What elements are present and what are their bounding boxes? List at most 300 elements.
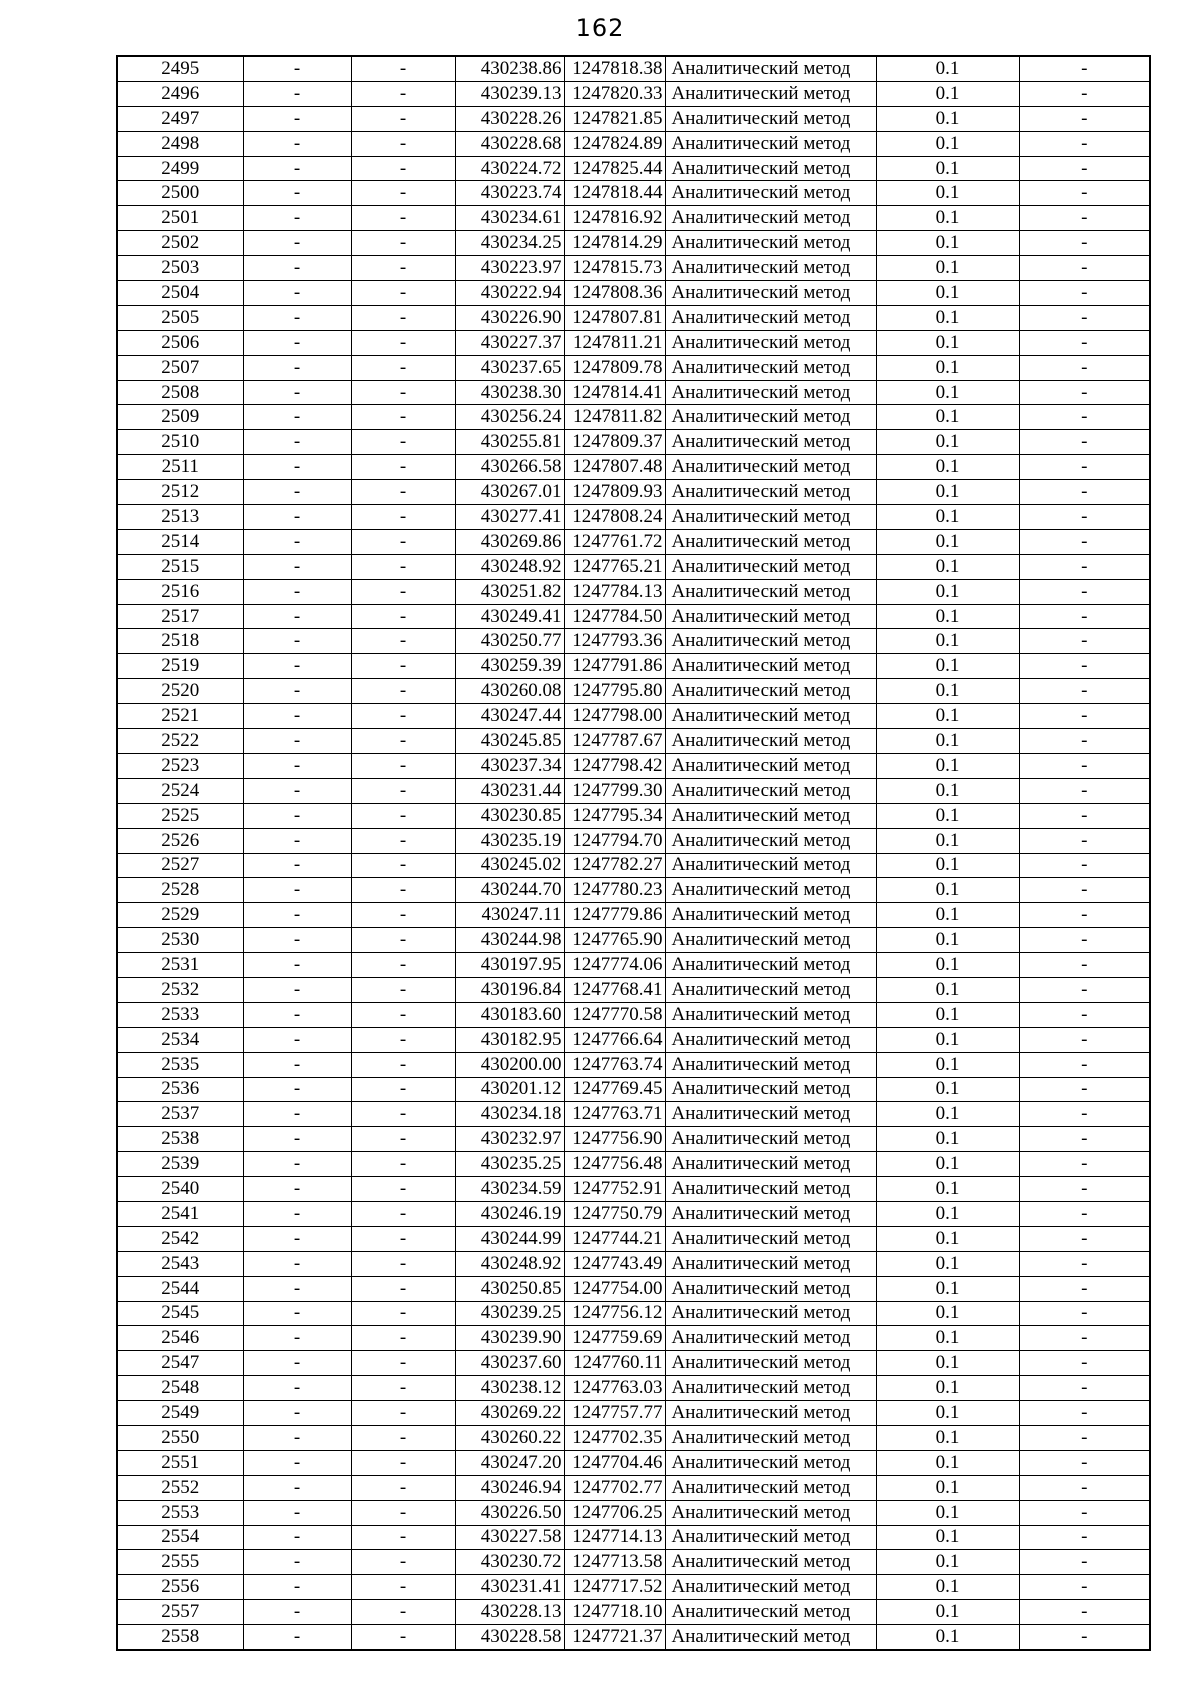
table-row	[117, 181, 1150, 206]
y-coordinate-cell: 1247756.48	[564, 1152, 665, 1177]
table-row	[117, 953, 1150, 978]
point-number-cell: 2503	[117, 256, 243, 281]
method-cell: Аналитический метод	[665, 704, 876, 729]
empty-column-2-cell: -	[351, 1575, 455, 1600]
note-cell: -	[1019, 430, 1150, 455]
x-coordinate-cell: 430230.72	[455, 1550, 564, 1575]
y-coordinate-cell: 1247814.41	[564, 380, 665, 405]
note-cell: -	[1019, 1226, 1150, 1251]
accuracy-cell: 0.1	[876, 1450, 1019, 1475]
empty-column-1-cell: -	[243, 1351, 351, 1376]
note-cell: -	[1019, 1475, 1150, 1500]
method-cell: Аналитический метод	[665, 355, 876, 380]
table-row	[117, 1575, 1150, 1600]
empty-column-2-cell: -	[351, 281, 455, 306]
point-number-cell: 2535	[117, 1052, 243, 1077]
empty-column-2-cell: -	[351, 56, 455, 81]
empty-column-1-cell: -	[243, 1625, 351, 1650]
empty-column-1-cell: -	[243, 330, 351, 355]
table-row	[117, 1002, 1150, 1027]
empty-column-2-cell: -	[351, 505, 455, 530]
x-coordinate-cell: 430267.01	[455, 480, 564, 505]
x-coordinate-cell: 430231.41	[455, 1575, 564, 1600]
note-cell: -	[1019, 480, 1150, 505]
x-coordinate-cell: 430248.92	[455, 1251, 564, 1276]
note-cell: -	[1019, 977, 1150, 1002]
point-number-cell: 2533	[117, 1002, 243, 1027]
note-cell: -	[1019, 679, 1150, 704]
note-cell: -	[1019, 1625, 1150, 1650]
point-number-cell: 2557	[117, 1600, 243, 1625]
x-coordinate-cell: 430224.72	[455, 156, 564, 181]
empty-column-2-cell: -	[351, 1301, 455, 1326]
empty-column-2-cell: -	[351, 853, 455, 878]
empty-column-1-cell: -	[243, 1575, 351, 1600]
accuracy-cell: 0.1	[876, 1301, 1019, 1326]
method-cell: Аналитический метод	[665, 156, 876, 181]
accuracy-cell: 0.1	[876, 1625, 1019, 1650]
accuracy-cell: 0.1	[876, 1600, 1019, 1625]
x-coordinate-cell: 430246.94	[455, 1475, 564, 1500]
empty-column-2-cell: -	[351, 679, 455, 704]
empty-column-1-cell: -	[243, 380, 351, 405]
x-coordinate-cell: 430256.24	[455, 405, 564, 430]
accuracy-cell: 0.1	[876, 729, 1019, 754]
table-row	[117, 1550, 1150, 1575]
accuracy-cell: 0.1	[876, 131, 1019, 156]
x-coordinate-cell: 430235.25	[455, 1152, 564, 1177]
table-row	[117, 1425, 1150, 1450]
empty-column-1-cell: -	[243, 753, 351, 778]
note-cell: -	[1019, 405, 1150, 430]
empty-column-1-cell: -	[243, 704, 351, 729]
x-coordinate-cell: 430260.08	[455, 679, 564, 704]
point-number-cell: 2510	[117, 430, 243, 455]
empty-column-2-cell: -	[351, 330, 455, 355]
method-cell: Аналитический метод	[665, 1127, 876, 1152]
x-coordinate-cell: 430223.74	[455, 181, 564, 206]
method-cell: Аналитический метод	[665, 1276, 876, 1301]
note-cell: -	[1019, 1027, 1150, 1052]
method-cell: Аналитический метод	[665, 1525, 876, 1550]
y-coordinate-cell: 1247791.86	[564, 654, 665, 679]
point-number-cell: 2550	[117, 1425, 243, 1450]
y-coordinate-cell: 1247756.90	[564, 1127, 665, 1152]
table-row	[117, 903, 1150, 928]
point-number-cell: 2517	[117, 604, 243, 629]
note-cell: -	[1019, 903, 1150, 928]
note-cell: -	[1019, 803, 1150, 828]
y-coordinate-cell: 1247809.37	[564, 430, 665, 455]
note-cell: -	[1019, 554, 1150, 579]
note-cell: -	[1019, 1052, 1150, 1077]
method-cell: Аналитический метод	[665, 505, 876, 530]
accuracy-cell: 0.1	[876, 1102, 1019, 1127]
x-coordinate-cell: 430239.25	[455, 1301, 564, 1326]
note-cell: -	[1019, 1077, 1150, 1102]
y-coordinate-cell: 1247782.27	[564, 853, 665, 878]
note-cell: -	[1019, 1201, 1150, 1226]
empty-column-2-cell: -	[351, 1401, 455, 1426]
empty-column-2-cell: -	[351, 256, 455, 281]
accuracy-cell: 0.1	[876, 181, 1019, 206]
empty-column-2-cell: -	[351, 928, 455, 953]
coordinates-table-body	[117, 56, 1150, 1650]
empty-column-1-cell: -	[243, 355, 351, 380]
accuracy-cell: 0.1	[876, 480, 1019, 505]
note-cell: -	[1019, 106, 1150, 131]
accuracy-cell: 0.1	[876, 1276, 1019, 1301]
empty-column-1-cell: -	[243, 81, 351, 106]
table-row	[117, 330, 1150, 355]
note-cell: -	[1019, 206, 1150, 231]
method-cell: Аналитический метод	[665, 629, 876, 654]
table-row	[117, 579, 1150, 604]
method-cell: Аналитический метод	[665, 1201, 876, 1226]
x-coordinate-cell: 430235.19	[455, 828, 564, 853]
accuracy-cell: 0.1	[876, 106, 1019, 131]
y-coordinate-cell: 1247784.50	[564, 604, 665, 629]
point-number-cell: 2496	[117, 81, 243, 106]
empty-column-1-cell: -	[243, 1077, 351, 1102]
point-number-cell: 2554	[117, 1525, 243, 1550]
table-row	[117, 1102, 1150, 1127]
empty-column-2-cell: -	[351, 828, 455, 853]
accuracy-cell: 0.1	[876, 1326, 1019, 1351]
empty-column-1-cell: -	[243, 505, 351, 530]
empty-column-1-cell: -	[243, 305, 351, 330]
method-cell: Аналитический метод	[665, 81, 876, 106]
x-coordinate-cell: 430237.65	[455, 355, 564, 380]
point-number-cell: 2547	[117, 1351, 243, 1376]
empty-column-1-cell: -	[243, 853, 351, 878]
x-coordinate-cell: 430246.19	[455, 1201, 564, 1226]
table-row	[117, 1027, 1150, 1052]
empty-column-2-cell: -	[351, 654, 455, 679]
note-cell: -	[1019, 1351, 1150, 1376]
x-coordinate-cell: 430255.81	[455, 430, 564, 455]
y-coordinate-cell: 1247706.25	[564, 1500, 665, 1525]
table-row	[117, 106, 1150, 131]
y-coordinate-cell: 1247768.41	[564, 977, 665, 1002]
y-coordinate-cell: 1247794.70	[564, 828, 665, 853]
empty-column-2-cell: -	[351, 131, 455, 156]
note-cell: -	[1019, 231, 1150, 256]
method-cell: Аналитический метод	[665, 1376, 876, 1401]
y-coordinate-cell: 1247825.44	[564, 156, 665, 181]
method-cell: Аналитический метод	[665, 1500, 876, 1525]
x-coordinate-cell: 430247.44	[455, 704, 564, 729]
empty-column-2-cell: -	[351, 1052, 455, 1077]
point-number-cell: 2511	[117, 455, 243, 480]
table-row	[117, 305, 1150, 330]
accuracy-cell: 0.1	[876, 1226, 1019, 1251]
y-coordinate-cell: 1247808.24	[564, 505, 665, 530]
empty-column-1-cell: -	[243, 206, 351, 231]
x-coordinate-cell: 430230.85	[455, 803, 564, 828]
x-coordinate-cell: 430244.98	[455, 928, 564, 953]
accuracy-cell: 0.1	[876, 704, 1019, 729]
note-cell: -	[1019, 256, 1150, 281]
x-coordinate-cell: 430244.99	[455, 1226, 564, 1251]
table-row	[117, 56, 1150, 81]
table-row	[117, 1376, 1150, 1401]
y-coordinate-cell: 1247702.77	[564, 1475, 665, 1500]
empty-column-2-cell: -	[351, 903, 455, 928]
table-row	[117, 131, 1150, 156]
point-number-cell: 2512	[117, 480, 243, 505]
empty-column-1-cell: -	[243, 56, 351, 81]
y-coordinate-cell: 1247808.36	[564, 281, 665, 306]
accuracy-cell: 0.1	[876, 430, 1019, 455]
point-number-cell: 2548	[117, 1376, 243, 1401]
empty-column-2-cell: -	[351, 455, 455, 480]
accuracy-cell: 0.1	[876, 1351, 1019, 1376]
method-cell: Аналитический метод	[665, 455, 876, 480]
x-coordinate-cell: 430249.41	[455, 604, 564, 629]
coordinates-table	[116, 55, 1151, 1651]
note-cell: -	[1019, 1127, 1150, 1152]
empty-column-2-cell: -	[351, 305, 455, 330]
point-number-cell: 2502	[117, 231, 243, 256]
accuracy-cell: 0.1	[876, 1425, 1019, 1450]
note-cell: -	[1019, 1326, 1150, 1351]
x-coordinate-cell: 430231.44	[455, 778, 564, 803]
x-coordinate-cell: 430266.58	[455, 455, 564, 480]
y-coordinate-cell: 1247799.30	[564, 778, 665, 803]
point-number-cell: 2499	[117, 156, 243, 181]
y-coordinate-cell: 1247763.71	[564, 1102, 665, 1127]
point-number-cell: 2495	[117, 56, 243, 81]
x-coordinate-cell: 430201.12	[455, 1077, 564, 1102]
point-number-cell: 2524	[117, 778, 243, 803]
y-coordinate-cell: 1247752.91	[564, 1177, 665, 1202]
x-coordinate-cell: 430237.60	[455, 1351, 564, 1376]
y-coordinate-cell: 1247815.73	[564, 256, 665, 281]
empty-column-1-cell: -	[243, 480, 351, 505]
table-row	[117, 231, 1150, 256]
table-row	[117, 1152, 1150, 1177]
accuracy-cell: 0.1	[876, 281, 1019, 306]
method-cell: Аналитический метод	[665, 330, 876, 355]
point-number-cell: 2522	[117, 729, 243, 754]
table-row	[117, 878, 1150, 903]
empty-column-1-cell: -	[243, 977, 351, 1002]
point-number-cell: 2534	[117, 1027, 243, 1052]
note-cell: -	[1019, 1500, 1150, 1525]
method-cell: Аналитический метод	[665, 106, 876, 131]
empty-column-2-cell: -	[351, 778, 455, 803]
note-cell: -	[1019, 1177, 1150, 1202]
note-cell: -	[1019, 1575, 1150, 1600]
x-coordinate-cell: 430222.94	[455, 281, 564, 306]
table-row	[117, 679, 1150, 704]
note-cell: -	[1019, 281, 1150, 306]
point-number-cell: 2543	[117, 1251, 243, 1276]
x-coordinate-cell: 430226.50	[455, 1500, 564, 1525]
accuracy-cell: 0.1	[876, 56, 1019, 81]
table-row	[117, 430, 1150, 455]
accuracy-cell: 0.1	[876, 753, 1019, 778]
table-row	[117, 629, 1150, 654]
empty-column-1-cell: -	[243, 928, 351, 953]
note-cell: -	[1019, 505, 1150, 530]
table-row	[117, 1500, 1150, 1525]
note-cell: -	[1019, 1450, 1150, 1475]
accuracy-cell: 0.1	[876, 629, 1019, 654]
x-coordinate-cell: 430247.11	[455, 903, 564, 928]
y-coordinate-cell: 1247750.79	[564, 1201, 665, 1226]
empty-column-2-cell: -	[351, 1226, 455, 1251]
empty-column-2-cell: -	[351, 554, 455, 579]
table-row	[117, 1127, 1150, 1152]
empty-column-2-cell: -	[351, 1002, 455, 1027]
x-coordinate-cell: 430183.60	[455, 1002, 564, 1027]
table-row	[117, 1251, 1150, 1276]
y-coordinate-cell: 1247743.49	[564, 1251, 665, 1276]
method-cell: Аналитический метод	[665, 1177, 876, 1202]
note-cell: -	[1019, 1376, 1150, 1401]
note-cell: -	[1019, 56, 1150, 81]
table-row	[117, 81, 1150, 106]
y-coordinate-cell: 1247761.72	[564, 529, 665, 554]
point-number-cell: 2518	[117, 629, 243, 654]
accuracy-cell: 0.1	[876, 1525, 1019, 1550]
note-cell: -	[1019, 654, 1150, 679]
empty-column-1-cell: -	[243, 455, 351, 480]
empty-column-2-cell: -	[351, 629, 455, 654]
method-cell: Аналитический метод	[665, 1326, 876, 1351]
y-coordinate-cell: 1247787.67	[564, 729, 665, 754]
accuracy-cell: 0.1	[876, 1077, 1019, 1102]
empty-column-1-cell: -	[243, 1301, 351, 1326]
note-cell: -	[1019, 1525, 1150, 1550]
x-coordinate-cell: 430238.30	[455, 380, 564, 405]
empty-column-1-cell: -	[243, 1450, 351, 1475]
note-cell: -	[1019, 853, 1150, 878]
empty-column-1-cell: -	[243, 903, 351, 928]
empty-column-2-cell: -	[351, 579, 455, 604]
method-cell: Аналитический метод	[665, 853, 876, 878]
empty-column-2-cell: -	[351, 1102, 455, 1127]
empty-column-1-cell: -	[243, 679, 351, 704]
y-coordinate-cell: 1247793.36	[564, 629, 665, 654]
empty-column-2-cell: -	[351, 729, 455, 754]
y-coordinate-cell: 1247820.33	[564, 81, 665, 106]
x-coordinate-cell: 430234.25	[455, 231, 564, 256]
note-cell: -	[1019, 1550, 1150, 1575]
x-coordinate-cell: 430244.70	[455, 878, 564, 903]
y-coordinate-cell: 1247717.52	[564, 1575, 665, 1600]
note-cell: -	[1019, 380, 1150, 405]
point-number-cell: 2513	[117, 505, 243, 530]
table-row	[117, 281, 1150, 306]
method-cell: Аналитический метод	[665, 828, 876, 853]
accuracy-cell: 0.1	[876, 1177, 1019, 1202]
x-coordinate-cell: 430226.90	[455, 305, 564, 330]
empty-column-2-cell: -	[351, 704, 455, 729]
point-number-cell: 2556	[117, 1575, 243, 1600]
accuracy-cell: 0.1	[876, 903, 1019, 928]
empty-column-2-cell: -	[351, 953, 455, 978]
empty-column-1-cell: -	[243, 231, 351, 256]
empty-column-2-cell: -	[351, 753, 455, 778]
y-coordinate-cell: 1247811.82	[564, 405, 665, 430]
empty-column-1-cell: -	[243, 729, 351, 754]
point-number-cell: 2552	[117, 1475, 243, 1500]
y-coordinate-cell: 1247754.00	[564, 1276, 665, 1301]
empty-column-2-cell: -	[351, 380, 455, 405]
table-row	[117, 704, 1150, 729]
method-cell: Аналитический метод	[665, 231, 876, 256]
point-number-cell: 2537	[117, 1102, 243, 1127]
table-row	[117, 803, 1150, 828]
note-cell: -	[1019, 181, 1150, 206]
method-cell: Аналитический метод	[665, 803, 876, 828]
empty-column-1-cell: -	[243, 529, 351, 554]
accuracy-cell: 0.1	[876, 455, 1019, 480]
note-cell: -	[1019, 1152, 1150, 1177]
accuracy-cell: 0.1	[876, 1251, 1019, 1276]
accuracy-cell: 0.1	[876, 928, 1019, 953]
y-coordinate-cell: 1247784.13	[564, 579, 665, 604]
table-row	[117, 554, 1150, 579]
method-cell: Аналитический метод	[665, 977, 876, 1002]
table-row	[117, 1600, 1150, 1625]
empty-column-2-cell: -	[351, 1251, 455, 1276]
x-coordinate-cell: 430232.97	[455, 1127, 564, 1152]
method-cell: Аналитический метод	[665, 1052, 876, 1077]
empty-column-2-cell: -	[351, 1500, 455, 1525]
x-coordinate-cell: 430247.20	[455, 1450, 564, 1475]
accuracy-cell: 0.1	[876, 778, 1019, 803]
note-cell: -	[1019, 1401, 1150, 1426]
y-coordinate-cell: 1247765.90	[564, 928, 665, 953]
empty-column-1-cell: -	[243, 803, 351, 828]
table-row	[117, 928, 1150, 953]
accuracy-cell: 0.1	[876, 1500, 1019, 1525]
point-number-cell: 2515	[117, 554, 243, 579]
table-row	[117, 1301, 1150, 1326]
x-coordinate-cell: 430234.18	[455, 1102, 564, 1127]
method-cell: Аналитический метод	[665, 1625, 876, 1650]
method-cell: Аналитический метод	[665, 1102, 876, 1127]
note-cell: -	[1019, 604, 1150, 629]
point-number-cell: 2540	[117, 1177, 243, 1202]
x-coordinate-cell: 430223.97	[455, 256, 564, 281]
empty-column-2-cell: -	[351, 1177, 455, 1202]
accuracy-cell: 0.1	[876, 256, 1019, 281]
method-cell: Аналитический метод	[665, 56, 876, 81]
method-cell: Аналитический метод	[665, 1450, 876, 1475]
y-coordinate-cell: 1247714.13	[564, 1525, 665, 1550]
y-coordinate-cell: 1247721.37	[564, 1625, 665, 1650]
empty-column-1-cell: -	[243, 1500, 351, 1525]
empty-column-2-cell: -	[351, 480, 455, 505]
empty-column-2-cell: -	[351, 1077, 455, 1102]
note-cell: -	[1019, 828, 1150, 853]
x-coordinate-cell: 430228.58	[455, 1625, 564, 1650]
point-number-cell: 2530	[117, 928, 243, 953]
table-row	[117, 1077, 1150, 1102]
x-coordinate-cell: 430238.86	[455, 56, 564, 81]
method-cell: Аналитический метод	[665, 654, 876, 679]
method-cell: Аналитический метод	[665, 1401, 876, 1426]
table-row	[117, 1401, 1150, 1426]
table-row	[117, 1475, 1150, 1500]
empty-column-1-cell: -	[243, 1550, 351, 1575]
note-cell: -	[1019, 878, 1150, 903]
